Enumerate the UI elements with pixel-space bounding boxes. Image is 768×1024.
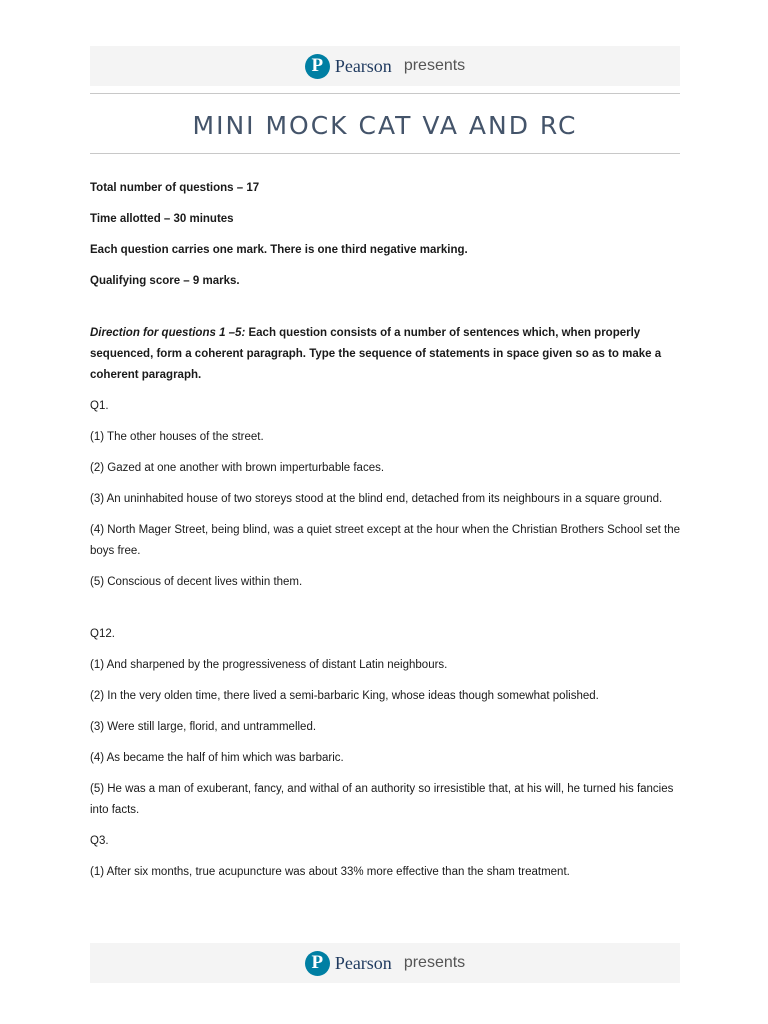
directions-text: Each question consists of a number of sentences which, when properly sequenced, form a coherent paragraph. Type the sequence of statements in space given so as to make a coherent paragraph. [90,327,662,381]
q12-sentence-5: (5) He was a man of exuberant, fancy, and withal of an authority so irresistible that, at his will, he turned his fancies into facts. [90,783,674,816]
directions-label: Direction for questions 1 –5: [90,327,246,339]
pearson-logo [305,951,465,976]
q12-sentence-2: (2) In the very olden time, there lived a semi-barbaric King, whose ideas though somewhat polished. [90,690,599,702]
q1-sentence-2: (2) Gazed at one another with brown imperturbable faces. [90,462,385,474]
brand-name: Pearson [334,952,392,973]
brand-name: Pearson [334,55,392,76]
presents-text: presents [403,57,466,74]
question-label-q3: Q3. [90,835,109,847]
q1-sentence-5: (5) Conscious of decent lives within them. [90,576,303,588]
pearson-logo-icon: P [305,54,330,79]
footer-banner [90,943,680,983]
document-title: MINI MOCK CAT VA AND RC [192,110,578,140]
header-banner [90,46,680,86]
q3-sentence-1: (1) After six months, true acupuncture was about 33% more effective than the sham treatment. [90,866,570,878]
section-spacer [90,603,680,624]
info-time-allotted: Time allotted – 30 minutes [90,213,234,225]
q12-sentence-3: (3) Were still large, florid, and untrammelled. [90,721,317,733]
document-body [90,178,680,893]
title-top-divider [90,93,680,94]
q12-sentence-4: (4) As became the half of him which was barbaric. [90,752,344,764]
title-bottom-divider [90,153,680,154]
question-label-q1: Q1. [90,400,109,412]
presents-text: presents [403,954,466,971]
q1-sentence-1: (1) The other houses of the street. [90,431,264,443]
question-label-q12: Q12. [90,628,115,640]
info-marking-scheme: Each question carries one mark. There is one third negative marking. [90,244,468,256]
pearson-logo-icon: P [305,951,330,976]
directions-paragraph [90,323,680,386]
info-question-count: Total number of questions – 17 [90,182,260,194]
q12-sentence-1: (1) And sharpened by the progressiveness of distant Latin neighbours. [90,659,448,671]
section-spacer [90,302,680,323]
info-qualifying-score: Qualifying score – 9 marks. [90,275,240,287]
q1-sentence-4: (4) North Mager Street, being blind, was a quiet street except at the hour when the Christian Brothers School set the boys free. [90,524,681,557]
q1-sentence-3: (3) An uninhabited house of two storeys stood at the blind end, detached from its neighbours in a square ground. [90,493,663,505]
pearson-logo [305,54,465,79]
